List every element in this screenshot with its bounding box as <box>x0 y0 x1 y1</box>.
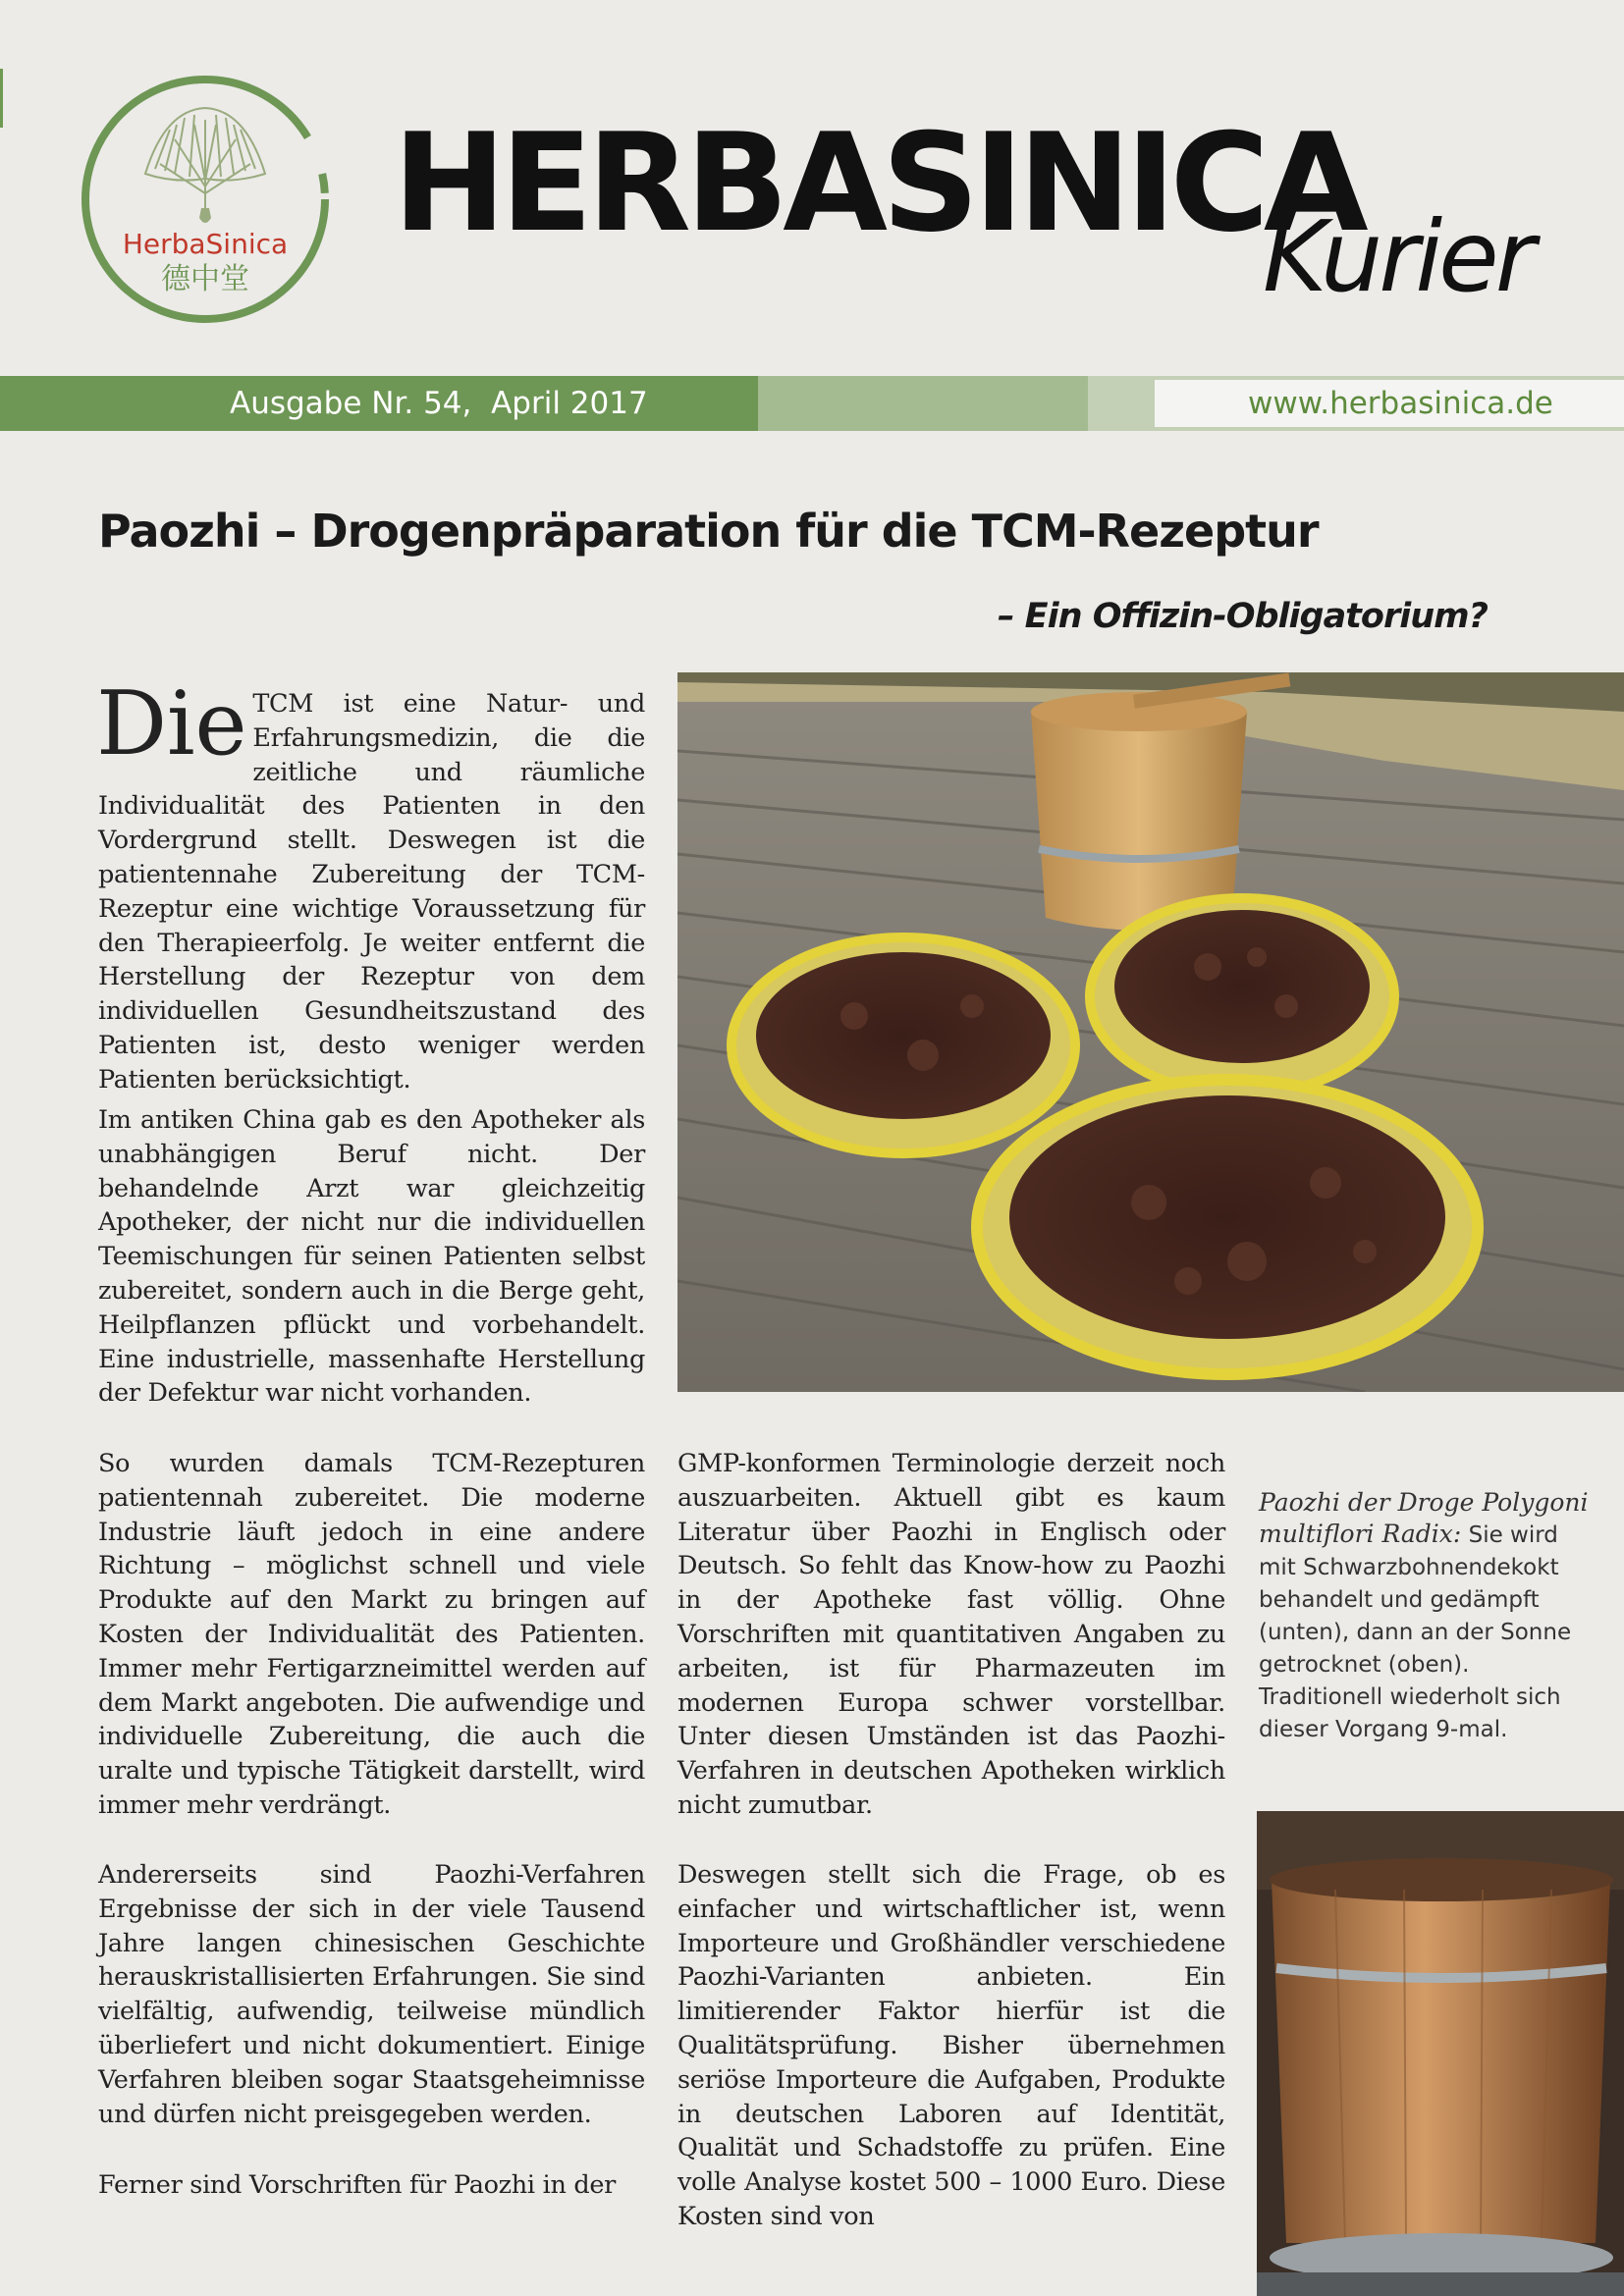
paragraph-6 <box>677 1447 1225 1823</box>
paragraph-3-text: So wurden damals TCM-Rezepturen patientennah zubereitet. Die moderne Industrie läuft jedoch in eine andere Richtung – möglichst schnell und viele Produkte auf den Markt zu bringen auf Kosten der Individualität des Patienten. Immer mehr Fertigarzneimittel werden auf dem Markt angeboten. Die aufwendige und individuelle Zubereitung, die auch die uralte und typische Tätigkeit darstellt, wird immer mehr verdrängt. <box>98 1449 645 1820</box>
paragraph-4 <box>98 1858 645 2131</box>
paragraph-intro <box>96 672 645 1097</box>
paragraph-5 <box>98 2168 645 2203</box>
logo-brand: HerbaSinica <box>122 228 289 260</box>
paragraph-7-text: Deswegen stellt sich die Frage, ob es einfacher und wirtschaftlicher ist, wenn Importeure und Großhändler verschiedene Paozhi-Varianten anbieten. Ein limitierender Faktor hierfür ist die Qualitätsprüfung. Bisher übernehmen seriöse Importeure die Aufgaben, Produkte in deutschen Laboren auf Identität, Qualität und Schadstoffe zu prüfen. Eine volle Analyse kostet 500 – 1000 Euro. Diese Kosten sind von <box>677 1860 1225 2231</box>
masthead-subtitle: Kurier <box>1263 199 1532 314</box>
logo-chinese: 德中堂 <box>161 262 249 296</box>
caption-rest: Sie wird mit Schwarzbohnendekokt behandelt und gedämpft (unten), dann an der Sonne getrocknet (oben). Traditionell wiederholt sich dieser Vorgang 9-mal. <box>1259 1522 1572 1742</box>
issue-label: Ausgabe Nr. 54, April 2017 <box>230 386 648 421</box>
paragraph-2 <box>98 1103 645 1411</box>
article-title: Paozhi – Drogenpräparation für die TCM-Rezeptur <box>98 505 1319 558</box>
paragraph-7 <box>677 1858 1225 2234</box>
photo-steaming-bucket <box>1257 1811 1624 2296</box>
masthead-title: HERBASINICA <box>393 104 1363 262</box>
paragraph-3 <box>98 1447 645 1823</box>
photo-caption <box>1259 1487 1593 1745</box>
paragraph-2-text: Im antiken China gab es den Apotheker als unabhängigen Beruf nicht. Der behandelnde Arzt war gleichzeitig Apotheker, der nicht nur die individuellen Teemischungen für seinen Patienten selbst zubereitet, sondern auch in die Berge geht, Heilpflanzen pflückt und vorbehandelt. Eine industrielle, massenhafte Herstellung der Defektur war nicht vorhanden. <box>98 1105 645 1409</box>
paragraph-1-text: TCM ist eine Natur- und Erfahrungsmedizin, die die zeitliche und räumliche Individualität des Patienten in den Vordergrund stellt. Deswegen ist die patientennahe Zubereitung der TCM-Rezeptur eine wichtige Voraussetzung für den Therapieerfolg. Je weiter entfernt die Herstellung der Rezeptur von dem individuellen Gesundheitszustand des Patienten ist, desto weniger werden Patienten berücksichtigt. <box>98 689 645 1095</box>
band-segment <box>1088 376 1155 431</box>
paragraph-5-text: Ferner sind Vorschriften für Paozhi in der <box>98 2170 617 2200</box>
paragraph-4-text: Andererseits sind Paozhi-Verfahren Ergebnisse der sich in der viele Tausend Jahre langen chinesischen Geschichte herauskristallisierten Erfahrungen. Sie sind vielfältig, aufwendig, teilweise mündlich überliefert und nicht dokumentiert. Einige Verfahren bleiben sogar Staatsgeheimnisse und dürfen nicht preisgegeben werden. <box>98 1860 645 2129</box>
caption-species: Polygoni multiflori Radix: <box>1259 1488 1589 1548</box>
article-subtitle: – Ein Offizin-Obligatorium? <box>998 597 1488 636</box>
band-segment <box>758 376 1088 431</box>
edge-marker <box>0 69 3 128</box>
website-link[interactable]: www.herbasinica.de <box>1248 386 1553 421</box>
caption-prefix: Paozhi der Droge <box>1259 1488 1483 1517</box>
paragraph-6-text: GMP-konformen Terminologie derzeit noch auszuarbeiten. Aktuell gibt es kaum Literatur über Paozhi in Englisch oder Deutsch. So fehlt das Know-how zu Paozhi in der Apotheke fast völlig. Ohne Vorschriften mit quantitativen Angaben zu arbeiten, ist für Pharmazeuten im modernen Europa schwer vorstellbar. Unter diesen Umständen ist das Paozhi-Verfahren in deutschen Apotheken wirklich nicht zumutbar. <box>677 1449 1225 1820</box>
herbasinica-logo <box>77 71 334 328</box>
photo-drying-baskets <box>677 672 1624 1392</box>
dropcap: Die <box>96 672 247 775</box>
